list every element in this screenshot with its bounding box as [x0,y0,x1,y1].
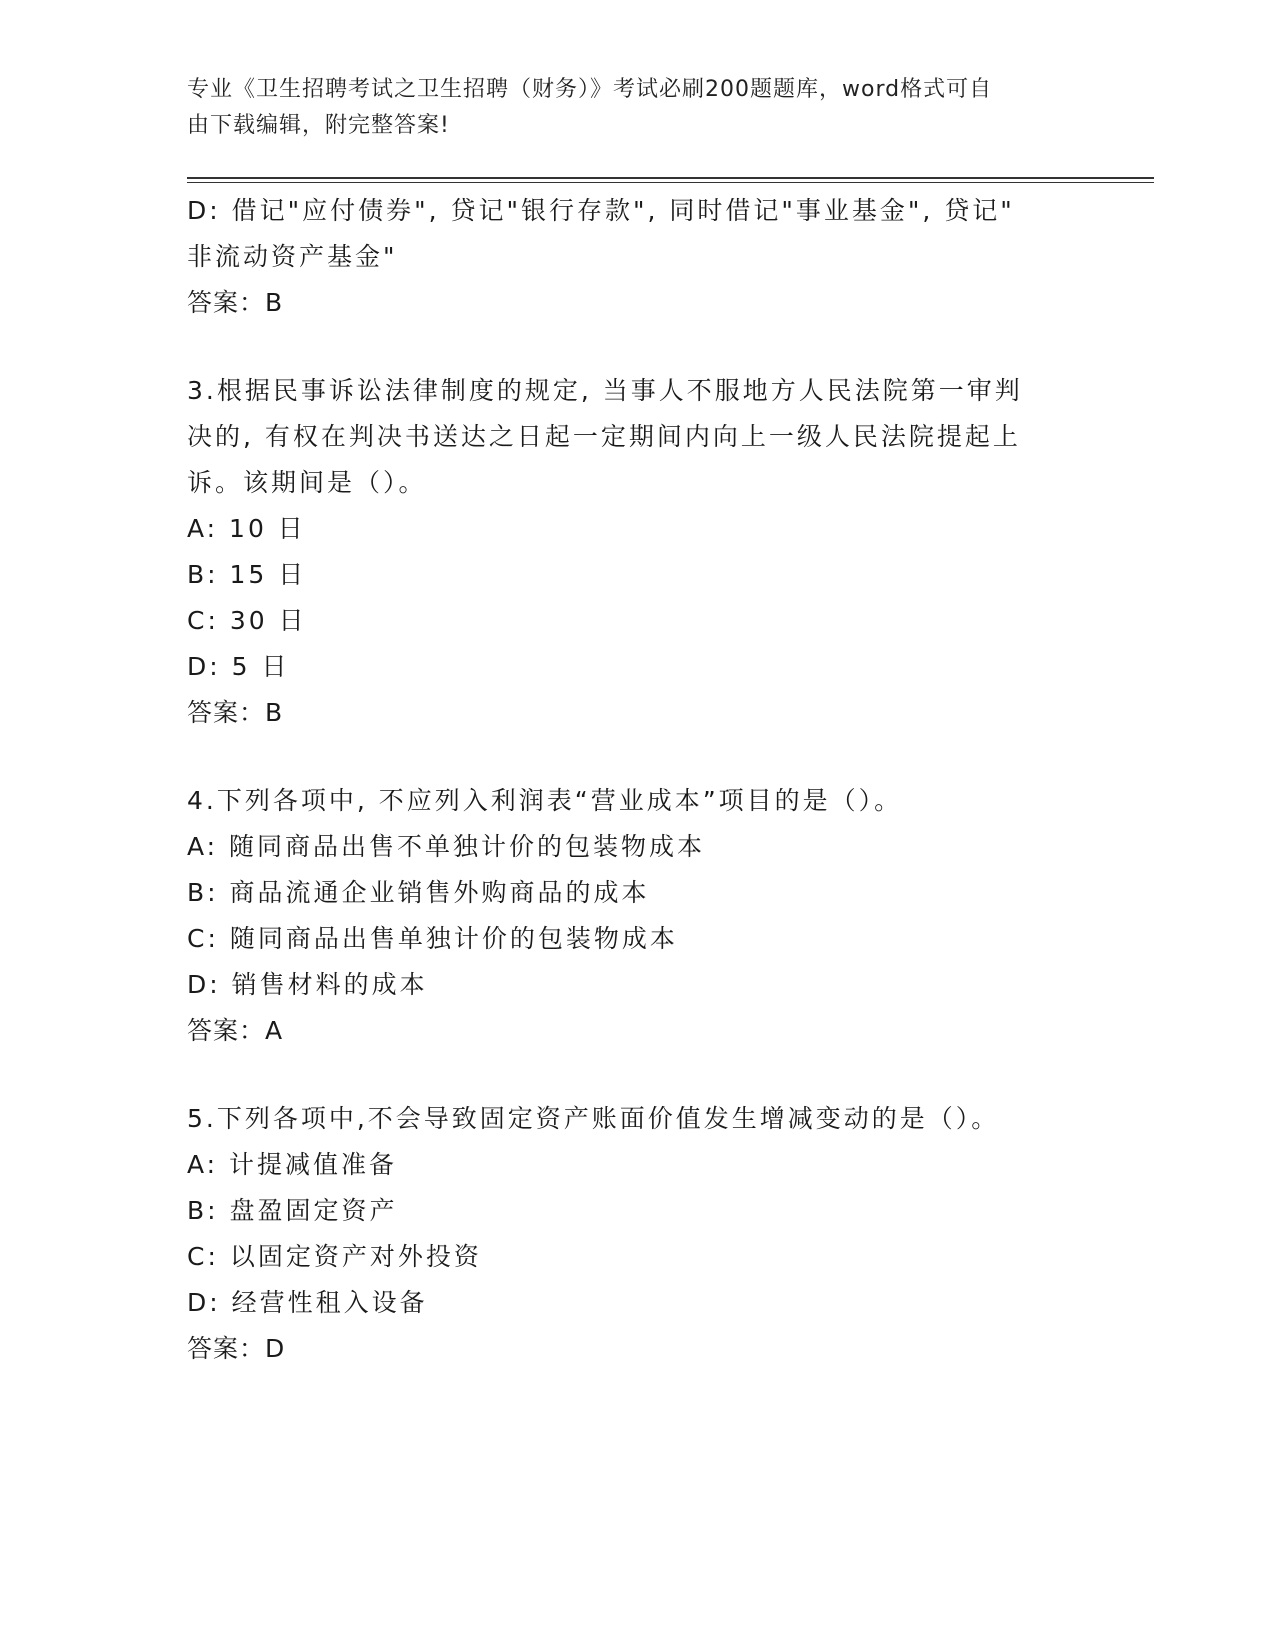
document-header [187,72,1067,144]
option-d: D: 销售材料的成本 [187,970,428,999]
header-line-1: 专业《卫生招聘考试之卫生招聘（财务）》考试必刷200题题库，word格式可自 [187,77,993,102]
option-b: B: 商品流通企业销售外购商品的成本 [187,878,650,907]
option-a: A: 随同商品出售不单独计价的包装物成本 [187,832,706,861]
document-body [187,188,1067,1372]
option-c: C: 30 日 [187,606,307,635]
option-d-line-1: D: 借记"应付债券", 贷记"银行存款", 同时借记"事业基金", 贷记" [187,196,1015,225]
option-d: D: 经营性租入设备 [187,1288,428,1317]
option-c: C: 以固定资产对外投资 [187,1242,482,1271]
answer-label: 答案：B [187,288,284,317]
option-c: C: 随同商品出售单独计价的包装物成本 [187,924,678,953]
option-b: B: 15 日 [187,560,307,589]
question-5 [187,1096,1067,1372]
question-stem-line: 5.下列各项中,不会导致固定资产账面价值发生增减变动的是（）。 [187,1104,1000,1133]
option-a: A: 10 日 [187,514,306,543]
answer-label: 答案：A [187,1016,284,1045]
question-stem-line: 3.根据民事诉讼法律制度的规定, 当事人不服地方人民法院第一审判 [187,376,1023,405]
option-d-line-2: 非流动资产基金" [187,242,398,271]
question-stem-line: 决的, 有权在判决书送达之日起一定期间内向上一级人民法院提起上 [187,422,1021,451]
header-divider-thin [187,182,1154,183]
question-stem-line: 诉。该期间是（）。 [187,468,427,497]
header-divider-thick [187,177,1154,179]
option-d: D: 5 日 [187,652,290,681]
answer-label: 答案：D [187,1334,286,1363]
answer-label: 答案：B [187,698,284,727]
option-b: B: 盘盈固定资产 [187,1196,398,1225]
question-4 [187,778,1067,1054]
question-stem-line: 4.下列各项中, 不应列入利润表“营业成本”项目的是（）。 [187,786,903,815]
option-a: A: 计提减值准备 [187,1150,398,1179]
header-line-2: 由下载编辑，附完整答案! [187,113,450,138]
question-3 [187,368,1067,736]
question-fragment [187,188,1067,326]
